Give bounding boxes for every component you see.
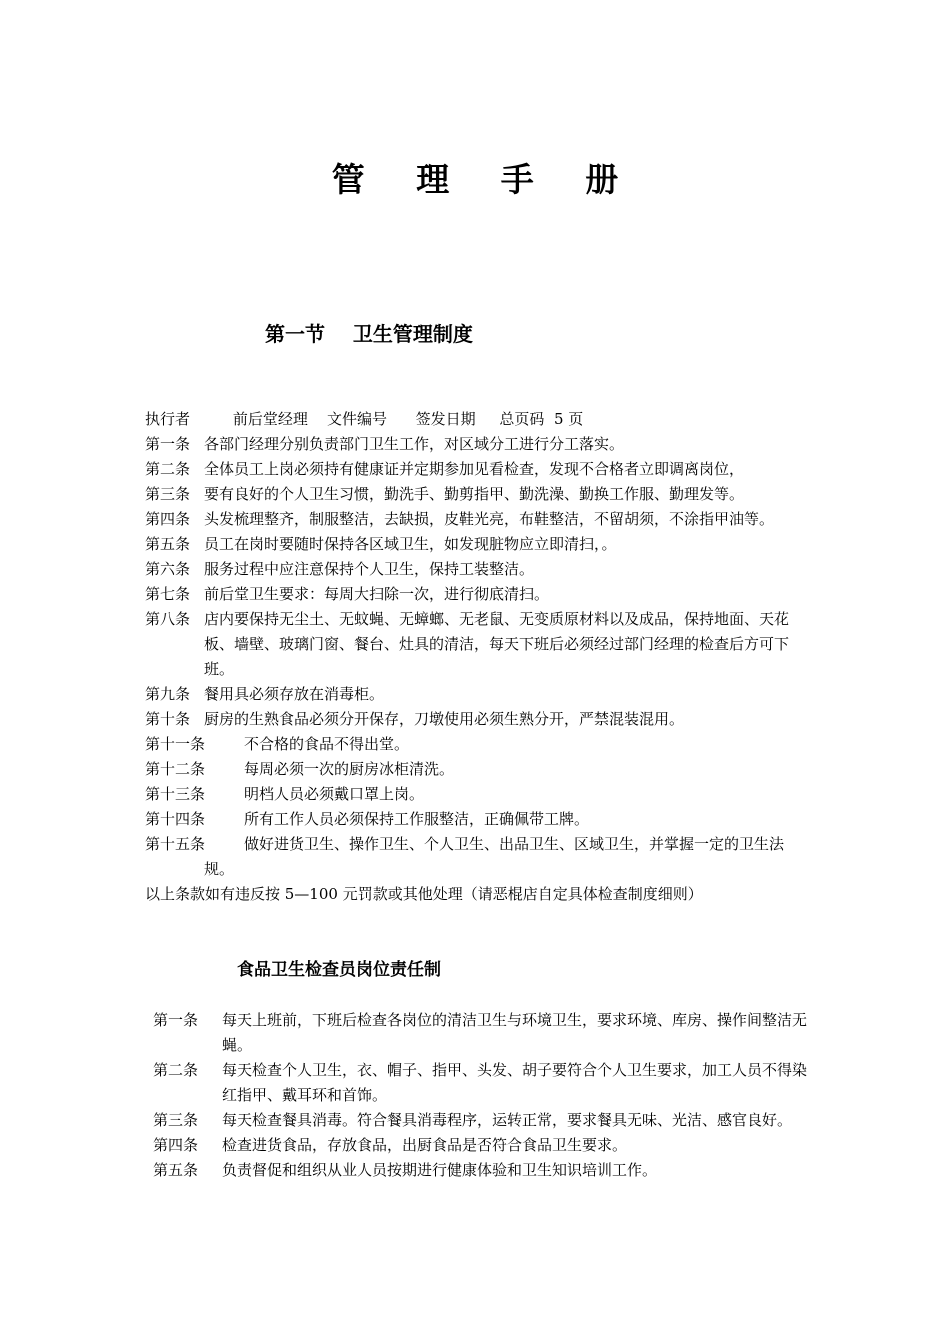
- document-meta: 执行者 前后堂经理 文件编号 签发日期 总页码 5 页: [145, 410, 584, 428]
- article-text: 餐用具必须存放在消毒柜。: [204, 685, 385, 703]
- article-number: 第六条: [145, 560, 191, 578]
- article-number: 第一条: [145, 435, 191, 453]
- article-row: [145, 807, 813, 832]
- article-number: 第四条: [153, 1136, 199, 1154]
- article-text: 负责督促和组织从业人员按期进行健康体验和卫生知识培训工作。: [222, 1161, 658, 1179]
- article-row: [145, 682, 813, 707]
- article-text: 厨房的生熟食品必须分开保存，刀墩使用必须生熟分开，严禁混装混用。: [204, 710, 685, 728]
- article-row: [145, 457, 813, 482]
- article-text: 不合格的食品不得出堂。: [244, 735, 410, 753]
- article-number: 第十二条: [145, 760, 206, 778]
- article-number: 第五条: [153, 1161, 199, 1179]
- penalty-note: 以上条款如有违反按 5—100 元罚款或其他处理（请恶棍店自定具体检查制度细则）: [145, 885, 703, 903]
- article-text: 明档人员必须戴口罩上岗。: [244, 785, 425, 803]
- article-number: 第十三条: [145, 785, 206, 803]
- article-text: 头发梳理整齐，制服整洁，去缺损，皮鞋光亮，布鞋整洁，不留胡须，不涂指甲油等。: [204, 510, 775, 528]
- article-text: 每周必须一次的厨房冰柜清洗。: [244, 760, 455, 778]
- article-row: [145, 757, 813, 782]
- article-text: 每天检查个人卫生，衣、帽子、指甲、头发、胡子要符合个人卫生要求，加工人员不得染红指甲、戴耳环和首饰。: [222, 1061, 808, 1104]
- article-number: 第五条: [145, 535, 191, 553]
- article-text: 服务过程中应注意保持个人卫生，保持工装整洁。: [204, 560, 535, 578]
- article-row: [145, 582, 813, 607]
- inspector-articles: [153, 1008, 813, 1183]
- article-row: [145, 482, 813, 507]
- article-number: 第十一条: [145, 735, 206, 753]
- article-text: 各部门经理分别负责部门卫生工作，对区域分工进行分工落实。: [204, 435, 625, 453]
- section-heading-inspector: 食品卫生检查员岗位责任制: [237, 960, 441, 980]
- article-row: [145, 607, 813, 682]
- article-row: [145, 732, 813, 757]
- article-row: [145, 532, 813, 557]
- article-row: [145, 707, 813, 732]
- article-row: [153, 1058, 813, 1108]
- article-number: 第四条: [145, 510, 191, 528]
- article-text: 要有良好的个人卫生习惯，勤洗手、勤剪指甲、勤洗澡、勤换工作服、勤理发等。: [204, 485, 745, 503]
- article-text: 员工在岗时要随时保持各区域卫生，如发现脏物应立即清扫，。: [204, 535, 617, 553]
- article-text: 做好进货卫生、操作卫生、个人卫生、出品卫生、区域卫生，并掌握一定的卫生法规。: [204, 835, 785, 878]
- article-number: 第二条: [145, 460, 191, 478]
- article-number: 第十四条: [145, 810, 206, 828]
- article-text: 全体员工上岗必须持有健康证并定期参加见看检查，发现不合格者立即调离岗位，: [204, 460, 745, 478]
- article-row: [145, 832, 813, 882]
- article-row: [145, 782, 813, 807]
- article-text: 所有工作人员必须保持工作服整洁，正确佩带工牌。: [244, 810, 590, 828]
- article-text: 每天上班前，下班后检查各岗位的清洁卫生与环境卫生，要求环境、库房、操作间整洁无蝇。: [222, 1011, 808, 1054]
- article-number: 第一条: [153, 1011, 199, 1029]
- article-row: [145, 507, 813, 532]
- document-title: 管 理 手 册: [331, 160, 639, 199]
- article-number: 第三条: [153, 1111, 199, 1129]
- article-row: [153, 1008, 813, 1058]
- article-row: [153, 1158, 813, 1183]
- article-number: 第七条: [145, 585, 191, 603]
- hygiene-articles: [145, 407, 813, 907]
- article-number: 第二条: [153, 1061, 199, 1079]
- article-row: [145, 432, 813, 457]
- article-number: 第十五条: [145, 835, 206, 853]
- article-text: 每天检查餐具消毒。符合餐具消毒程序，运转正常，要求餐具无味、光洁、感官良好。: [222, 1111, 793, 1129]
- article-text: 店内要保持无尘土、无蚊蝇、无蟑螂、无老鼠、无变质原材料以及成品，保持地面、天花板、墙壁、玻璃门窗、餐台、灶具的清洁，每天下班后必须经过部门经理的检查后方可下班。: [204, 610, 790, 678]
- article-number: 第三条: [145, 485, 191, 503]
- article-row: [153, 1108, 813, 1133]
- section-heading-hygiene: 第一节 卫生管理制度: [265, 322, 473, 346]
- article-row: [145, 557, 813, 582]
- article-number: 第九条: [145, 685, 191, 703]
- article-text: 检查进货食品，存放食品，出厨食品是否符合食品卫生要求。: [222, 1136, 628, 1154]
- article-number: 第十条: [145, 710, 191, 728]
- article-row: [153, 1133, 813, 1158]
- article-text: 前后堂卫生要求：每周大扫除一次，进行彻底清扫。: [204, 585, 550, 603]
- article-number: 第八条: [145, 610, 191, 628]
